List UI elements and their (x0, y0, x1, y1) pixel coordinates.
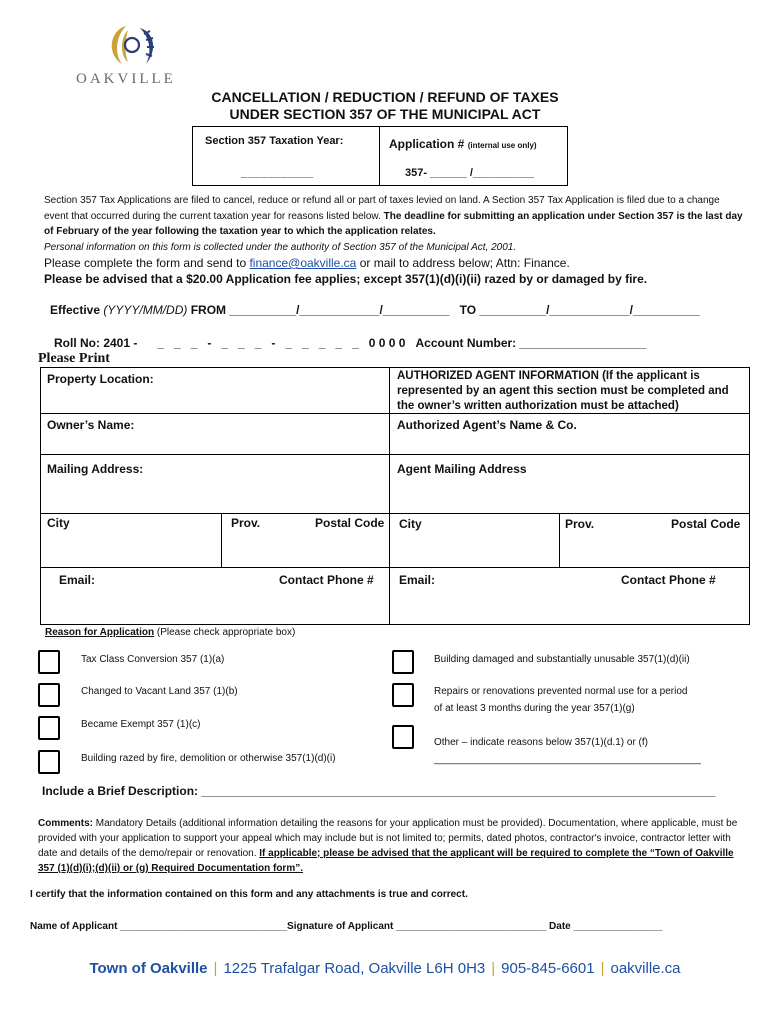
option-repairs-renovations-cont: of at least 3 months during the year 357(1)(g) (434, 703, 635, 714)
agent-name-field[interactable]: Authorized Agent’s Name & Co. (397, 418, 577, 432)
taxation-year-label: Section 357 Taxation Year: (205, 135, 344, 147)
checkbox-repairs-renovations[interactable] (392, 683, 414, 707)
option-building-razed: Building razed by fire, demolition or otherwise 357(1)(d)(i) (81, 753, 336, 764)
agent-info-heading: AUTHORIZED AGENT INFORMATION (If the applicant is represented by an agent this section must be completed and the owner’s written authorization must be attached) (397, 370, 729, 412)
effective-dates[interactable]: Effective (YYYY/MM/DD) FROM __________/____________/__________ TO __________/____________/__________ (50, 303, 700, 317)
oakville-emblem-icon (70, 20, 190, 72)
footer-town: Town of Oakville (89, 960, 208, 977)
reason-heading: Reason for Application (Please check appropriate box) (45, 627, 296, 638)
footer-website[interactable]: oakville.ca (610, 960, 681, 977)
finance-email-link[interactable]: finance@oakville.ca (249, 256, 357, 270)
checkbox-building-razed[interactable] (38, 750, 60, 774)
other-reason-line[interactable]: ________________________________________________ (434, 754, 701, 765)
agent-email-field[interactable]: Email: (399, 573, 436, 587)
checkbox-building-damaged[interactable] (392, 650, 414, 674)
agent-city-field[interactable]: City (399, 517, 422, 531)
signature-row[interactable]: Name of Applicant ______________________________Signature of Applicant ___________________________ Date ________________ (30, 921, 663, 932)
checkbox-tax-class-conversion[interactable] (38, 650, 60, 674)
email-field[interactable]: Email: (59, 573, 96, 587)
form-title-line2: UNDER SECTION 357 OF THE MUNICIPAL ACT (229, 106, 541, 122)
roll-number-row[interactable]: Roll No: 2401 - _ _ _ - _ _ _ - _ _ _ _ _ 0 0 0 0 Account Number: ___________________ (54, 336, 647, 350)
checkbox-other[interactable] (392, 725, 414, 749)
brief-description-field[interactable]: Include a Brief Description: _____________________________________________________________________________ (42, 784, 716, 798)
owner-name-field[interactable]: Owner’s Name: (47, 418, 135, 432)
option-repairs-renovations: Repairs or renovations prevented normal use for a period (434, 686, 688, 697)
footer-contact: Town of Oakville | 1225 Trafalgar Road, Oakville L6H 0H3 | 905-845-6601 | oakville.ca (89, 960, 681, 977)
property-location-field[interactable]: Property Location: (47, 372, 154, 386)
comments-section: Comments: Mandatory Details (additional information detailing the reasons for your application must be provided). Documentation, where applicable, must be provided with your application to support your appeal which may include but is not limited to; permits, dated photos, contractor's invoice, contractor letter with date and details of the demo/repair or renovation. If applicable; please be advised that the applicant will be required to complete the “Town of Oakville 357 (1)(d)(i);(d)(ii) or (g) Required Documentation form”. (38, 818, 738, 874)
intro-paragraph: Section 357 Tax Applications are filed to cancel, reduce or refund all or part of taxes levied on land. A Section 357 Tax Application is filed due to a change event that occurred during the current taxation year for reasons listed below. The deadline for submitting an application under Section 357 is the last day of February of the year following the taxation year to which the application relates. Personal information on this form is collected under the authority of Section 357 of the Municipal Act, 2001. (44, 195, 743, 253)
mailing-address-field[interactable]: Mailing Address: (47, 462, 144, 476)
contact-phone-field[interactable]: Contact Phone # (279, 573, 374, 587)
oakville-logo (70, 20, 190, 92)
city-field[interactable]: City (47, 516, 70, 530)
applicant-info-grid (40, 367, 750, 625)
footer-address: 1225 Trafalgar Road, Oakville L6H 0H3 (223, 960, 486, 977)
agent-province-field[interactable]: Prov. (565, 517, 595, 531)
checkbox-vacant-land[interactable] (38, 683, 60, 707)
fee-notice: Please be advised that a $20.00 Application fee applies; except 357(1)(d)(i)(ii) razed by or damaged by fire. (44, 272, 648, 286)
option-tax-class-conversion: Tax Class Conversion 357 (1)(a) (81, 654, 225, 665)
checkbox-became-exempt[interactable] (38, 716, 60, 740)
application-number-label: Application # (internal use only) (389, 137, 537, 151)
option-other: Other – indicate reasons below 357(1)(d.1) or (f) (434, 737, 648, 748)
agent-mailing-address-field[interactable]: Agent Mailing Address (397, 462, 527, 476)
option-vacant-land: Changed to Vacant Land 357 (1)(b) (81, 686, 238, 697)
taxation-year-box (192, 126, 568, 186)
agent-contact-phone-field[interactable]: Contact Phone # (621, 573, 716, 587)
org-name: OAKVILLE (76, 71, 176, 87)
province-field[interactable]: Prov. (231, 516, 261, 530)
postal-code-field[interactable]: Postal Code (315, 516, 385, 530)
application-number-field[interactable]: 357- ______ /__________ (405, 167, 535, 179)
form-title-line1: CANCELLATION / REDUCTION / REFUND OF TAXES (211, 89, 559, 105)
option-building-damaged: Building damaged and substantially unusable 357(1)(d)(ii) (434, 654, 690, 665)
agent-postal-code-field[interactable]: Postal Code (671, 517, 741, 531)
certification-statement: I certify that the information contained on this form and any attachments is true and correct. (30, 889, 468, 900)
submission-instructions: Please complete the form and send to finance@oakville.ca or mail to address below; Attn: Finance. (44, 256, 570, 270)
option-became-exempt: Became Exempt 357 (1)(c) (81, 719, 201, 730)
please-print-label: Please Print (38, 351, 110, 366)
taxation-year-field[interactable]: ___________ (241, 167, 314, 179)
footer-phone: 905-845-6601 (501, 960, 595, 977)
